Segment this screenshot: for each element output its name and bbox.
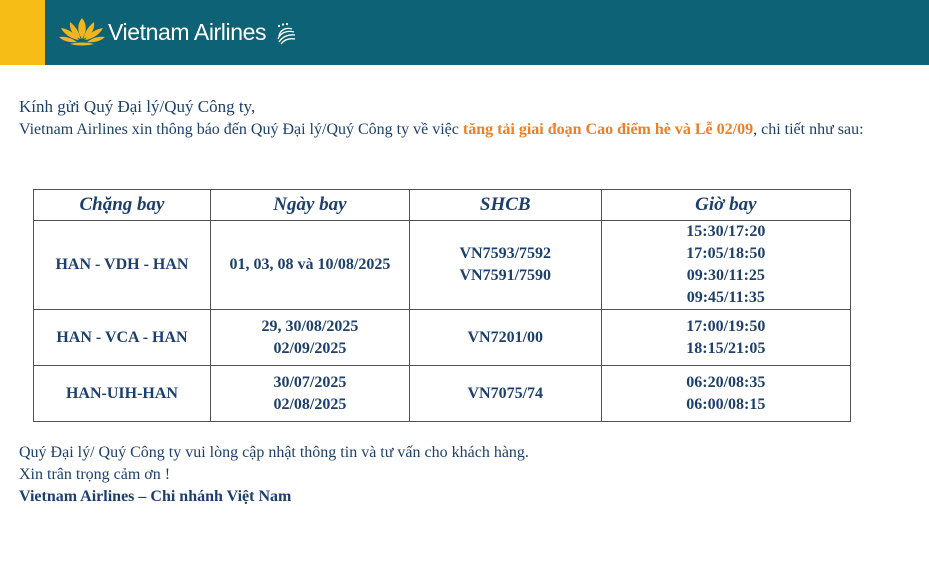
time-line: 06:00/08:15 [686,395,766,413]
signature: Vietnam Airlines – Chi nhánh Việt Nam [19,488,292,505]
notice-paragraph [19,118,919,141]
date-cell [210,221,409,310]
header-time: Giờ bay [601,190,850,221]
route-cell: HAN-UIH-HAN [34,366,211,422]
time-line: 17:00/19:50 [686,317,766,335]
time-line: 17:05/18:50 [686,245,766,262]
table-row [34,310,851,366]
flight-line: VN7591/7590 [459,267,552,284]
date-line: 30/07/2025 [273,373,347,391]
header-flight-number: SHCB [409,190,601,221]
date-line: 01, 03, 08 và 10/08/2025 [229,256,391,273]
thanks-text: Xin trân trọng cảm ơn ! [19,466,171,483]
header-route: Chặng bay [34,190,211,221]
letter-body [19,96,919,505]
time-line: 15:30/17:20 [686,223,766,240]
accent-strip [0,0,45,65]
greeting: Kính gửi Quý Đại lý/Quý Công ty, [19,97,256,116]
request-text: Quý Đại lý/ Quý Công ty vui lòng cập nhật thông tin và tư vấn cho khách hàng. [19,444,529,461]
time-line: 18:15/21:05 [686,339,766,357]
time-line: 09:45/11:35 [686,289,765,306]
table-row [34,221,851,310]
letter-footer [19,442,529,508]
date-line: 29, 30/08/2025 [261,317,359,335]
flight-cell [409,221,601,310]
time-line: 06:20/08:35 [686,373,766,391]
notice-text-end: , chi tiết như sau: [753,121,864,138]
skyteam-icon [271,20,299,48]
time-cell [601,310,850,366]
flight-cell [409,310,601,366]
notice-highlight: tăng tải giai đoạn Cao điểm hè và Lễ 02/09 [462,121,754,138]
flight-line: VN7593/7592 [459,245,552,262]
time-line: 09:30/11:25 [686,267,765,284]
table-header-row [34,190,851,221]
time-cell [601,366,850,422]
notice-text: Vietnam Airlines xin thông báo đến Quý Đại lý/Quý Công ty về việc [19,121,463,138]
brand-name: Vietnam Airlines [108,19,267,45]
header-bar [0,0,929,65]
header-date: Ngày bay [210,190,409,221]
date-line: 02/09/2025 [273,339,347,357]
brand-logo[interactable] [58,12,299,52]
date-cell [210,366,409,422]
date-line: 02/08/2025 [273,395,347,413]
date-cell [210,310,409,366]
route-cell: HAN - VCA - HAN [34,310,211,366]
flight-line: VN7075/74 [467,384,544,402]
time-cell [601,221,850,310]
flight-cell [409,366,601,422]
route-cell: HAN - VDH - HAN [34,221,211,310]
lotus-logo-icon [58,15,106,49]
flight-line: VN7201/00 [467,328,544,346]
flight-schedule-table [33,189,851,422]
table-row [34,366,851,422]
